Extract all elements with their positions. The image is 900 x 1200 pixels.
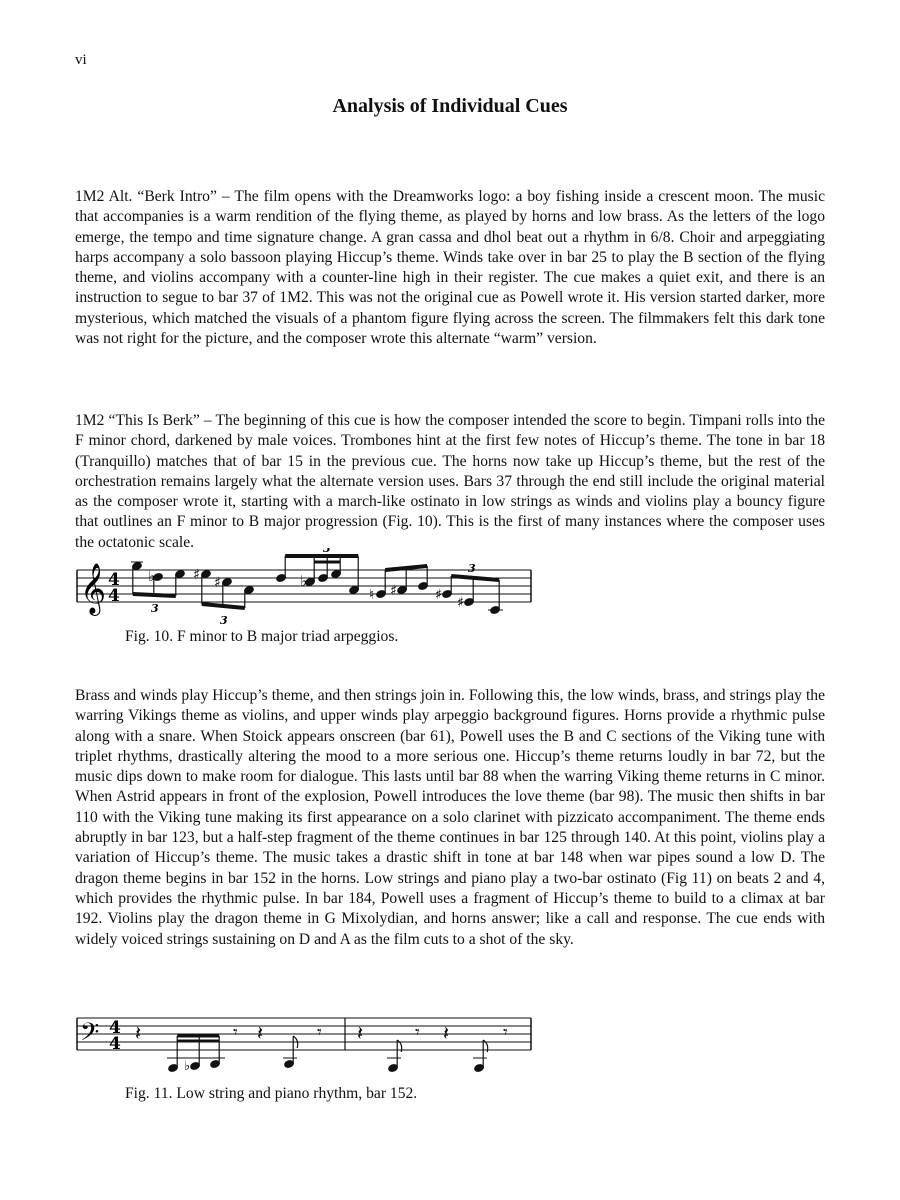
tuplet-label-3: 3 xyxy=(323,548,331,555)
page-number: vi xyxy=(75,52,87,68)
section-title: Analysis of Individual Cues xyxy=(332,95,568,117)
tuplet-label-1: 3 xyxy=(151,602,159,615)
time-signature-top: 4 xyxy=(108,570,120,590)
tuplet-label-2: 3 xyxy=(220,614,228,627)
sharp-accidental-5: ♯ xyxy=(457,595,464,611)
note-group-5 xyxy=(442,576,503,615)
sharp-accidental-3: ♯ xyxy=(390,583,397,599)
natural-accidental: ♮ xyxy=(369,587,375,603)
flat-accidental: ♭ xyxy=(184,1059,191,1074)
bar-1-notes xyxy=(135,1021,322,1074)
tuplet-label-4: 3 xyxy=(468,562,476,575)
eighth-rest-icon: 𝄾 xyxy=(415,1022,420,1043)
eighth-rest-icon: 𝄾 xyxy=(233,1022,238,1043)
note-group-1 xyxy=(131,561,185,596)
quarter-rest-icon: 𝄽 xyxy=(357,1021,364,1045)
quarter-rest-icon: 𝄽 xyxy=(257,1021,264,1045)
paragraph-berk-intro: 1M2 Alt. “Berk Intro” – The film opens with the Dreamworks logo: a boy fishing inside a crescent moon. The music that accompanies is a warm rendition of the flying theme, as played by horns and low brass. As the letters of the logo emerge, the tempo and time signature change. A gran cassa and dhol beat out a rhythm in 6/8. Choir and arpeggiating harps accompany a solo bassoon playing Hiccup’s theme. Winds take over in bar 25 to play the B section of the flying theme, and violins accompany with a counter-line high in their register. The cue makes a quiet exit, and there is an instruction to segue to bar 37 of 1M2. This was not the original cue as Powell wrote it. His version started darker, more mysterious, which matched the visuals of a phantom figure flying across the screen. The filmmakers felt this dark tone was not right for the picture, and the composer wrote this alternate “warm” version. xyxy=(75,188,825,348)
note-group-3 xyxy=(276,556,360,595)
time-signature-bottom: 4 xyxy=(109,1034,121,1054)
figure-10-caption: Fig. 10. F minor to B major triad arpeggios. xyxy=(125,628,399,645)
bar-2-notes xyxy=(357,1021,508,1073)
quarter-rest-icon: 𝄽 xyxy=(135,1021,142,1045)
figure-11-caption: Fig. 11. Low string and piano rhythm, bar 152. xyxy=(125,1085,418,1102)
treble-clef-icon: 𝄞 xyxy=(80,563,107,614)
bass-clef-icon: 𝄢 xyxy=(80,1018,100,1053)
eighth-rest-icon: 𝄾 xyxy=(317,1022,322,1043)
sharp-accidental-2: ♯ xyxy=(214,575,221,591)
time-signature-top: 4 xyxy=(109,1018,121,1038)
flat-accidental: ♭ xyxy=(148,567,156,585)
paragraph-this-is-berk: 1M2 “This Is Berk” – The beginning of this cue is how the composer intended the score to begin. Timpani rolls into the F minor chord, darkened by male voices. Trombones hint at the first few notes of Hiccup’s theme. The tone in bar 18 (Tranquillo) matches that of bar 15 in the previous cue. The horns now take up Hiccup’s theme, but the rest of the orchestration remains largely what the alternate version uses. Bars 37 through the end still include the original material as the composer wrote it, starting with a march-like ostinato in low strings as winds and violins play a bouncy figure that outlines an F minor to B major progression (Fig. 10). This is the first of many instances where the composer uses the octatonic scale. xyxy=(75,412,825,551)
sharp-accidental-1: ♯ xyxy=(193,567,200,583)
music-staff-fig11 xyxy=(75,1010,545,1080)
sharp-accidental-4: ♯ xyxy=(435,587,442,603)
time-signature-bottom: 4 xyxy=(108,586,120,606)
eighth-rest-icon: 𝄾 xyxy=(503,1022,508,1043)
flat-accidental-2: ♭ xyxy=(300,572,308,590)
figure-11 xyxy=(75,1010,545,1080)
paragraph-brass-and-winds: Brass and winds play Hiccup’s theme, and then strings join in. Following this, the low winds, brass, and strings play the warring Vikings theme as violins, and upper winds play arpeggio background figures. Horns provide a rhythmic pulse along with a snare. When Stoick appears onscreen (bar 61), Powell uses the B and C sections of the Viking tune with triplet rhythms, drastically altering the mood to a more serious one. Hiccup’s theme returns loudly in bar 72, but the music dips down to make room for dialogue. This lasts until bar 88 when the warring Viking theme returns in C minor. When Astrid appears in front of the explosion, Powell introduces the love theme (bar 98). The music then shifts in bar 110 with the Viking tune making its first appearance on a solo clarinet with pizzicato accompaniment. The theme ends abruptly in bar 123, but a half-step fragment of the theme continues in bar 125 through 140. At this point, violins play a variation of Hiccup’s theme. The music takes a drastic shift in tone at bar 148 when war pipes sound a low D. The dragon theme begins in bar 152 in the horns. Low strings and piano play a two-bar ostinato (Fig 11) on beats 2 and 4, which provides the rhythmic pulse. In bar 184, Powell uses a fragment of Hiccup’s theme to build to a climax at bar 192. Violins play the dragon theme in G Mixolydian, and horns answer; like a call and response. The cue ends with widely voiced strings sustaining on D and A as the film cuts to a shot of the sky. xyxy=(75,687,825,948)
quarter-rest-icon: 𝄽 xyxy=(443,1021,450,1045)
